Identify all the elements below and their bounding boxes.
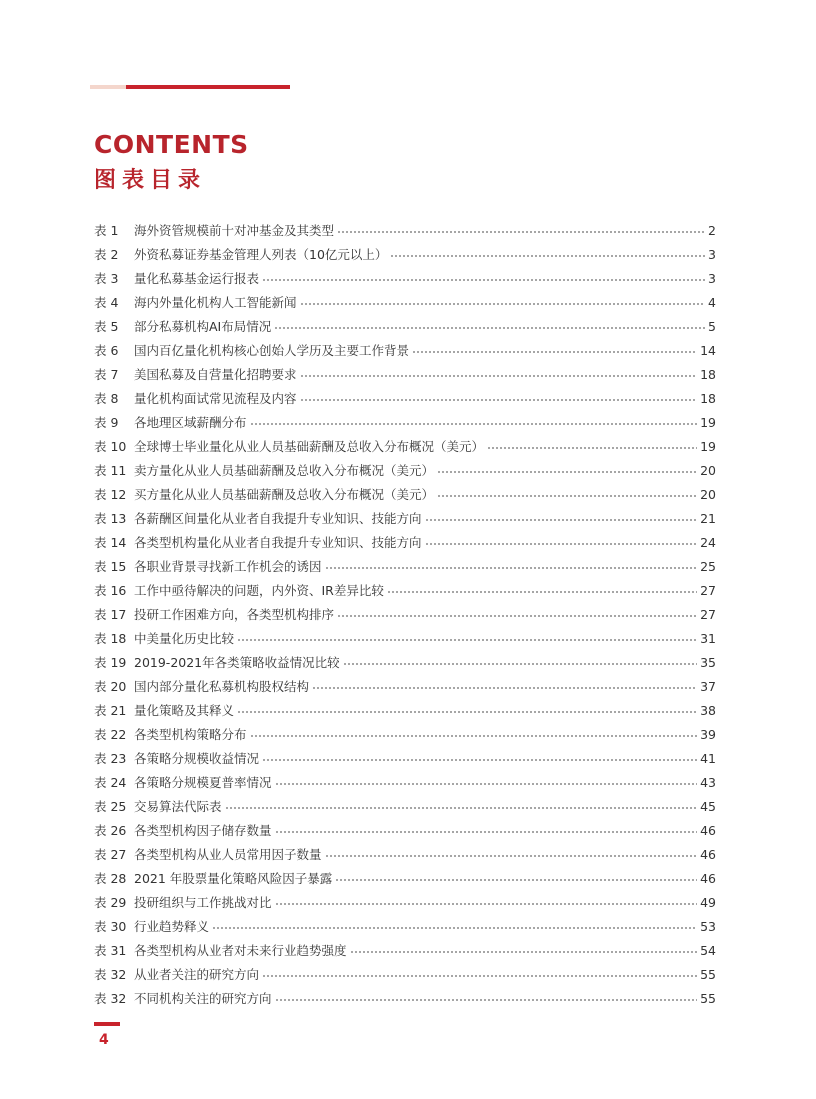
- toc-entry-leader: [437, 471, 697, 473]
- toc-entry-label: 表 30: [94, 919, 127, 934]
- toc-entry-label: 表 14: [94, 535, 127, 550]
- toc-entry-title: 海外资管规模前十对冲基金及其类型: [134, 223, 335, 238]
- toc-entry-page: 3: [708, 270, 716, 286]
- toc-entry[interactable]: [94, 794, 716, 818]
- toc-entry-title: 各类型机构从业人员常用因子数量: [134, 847, 322, 862]
- toc-entry-title: 美国私募及自营量化招聘要求: [134, 367, 297, 382]
- contents-title-cn: 图表目录: [94, 168, 207, 193]
- toc-entry-label: 表 26: [94, 823, 127, 838]
- toc-entry[interactable]: [94, 578, 716, 602]
- toc-entry-label: 表 25: [94, 799, 127, 814]
- toc-entry[interactable]: [94, 242, 716, 266]
- page-number: 4: [99, 1032, 109, 1048]
- toc-entry-page: 19: [700, 438, 716, 454]
- toc-entry-label: 表 23: [94, 751, 127, 766]
- toc-entry[interactable]: [94, 266, 716, 290]
- toc-entry-page: 14: [700, 342, 716, 358]
- toc-entry[interactable]: [94, 914, 716, 938]
- toc-entry-leader: [390, 255, 705, 257]
- toc-entry-label: 表 15: [94, 559, 127, 574]
- toc-entry-leader: [412, 351, 697, 353]
- toc-entry-label: 表 24: [94, 775, 127, 790]
- toc-entry-label: 表 11: [94, 463, 127, 478]
- toc-entry[interactable]: [94, 602, 716, 626]
- toc-entry-title: 量化机构面试常见流程及内容: [134, 391, 297, 406]
- toc-entry-label: 表 17: [94, 607, 127, 622]
- toc-entry-label: 表 31: [94, 943, 127, 958]
- toc-entry[interactable]: [94, 818, 716, 842]
- toc-entry-leader: [337, 231, 705, 233]
- toc-entry-label: 表 32: [94, 991, 127, 1006]
- toc-entry-page: 53: [700, 918, 716, 934]
- toc-entry-page: 20: [700, 486, 716, 502]
- toc-entry-label: 表 21: [94, 703, 127, 718]
- toc-entry-title: 2019-2021年各类策略收益情况比较: [134, 655, 340, 670]
- toc-entry-label: 表 20: [94, 679, 127, 694]
- toc-entry[interactable]: [94, 362, 716, 386]
- toc-entry-title: 全球博士毕业量化从业人员基础薪酬及总收入分布概况（美元）: [134, 439, 485, 454]
- toc-entry-page: 25: [700, 558, 716, 574]
- toc-entry-title: 投研组织与工作挑战对比: [134, 895, 272, 910]
- toc-entry-page: 49: [700, 894, 716, 910]
- toc-entry-page: 21: [700, 510, 716, 526]
- toc-entry-page: 18: [700, 390, 716, 406]
- toc-entry-label: 表 12: [94, 487, 127, 502]
- toc-entry-leader: [387, 591, 697, 593]
- toc-entry[interactable]: [94, 218, 716, 242]
- toc-entry[interactable]: [94, 386, 716, 410]
- toc-entry[interactable]: [94, 290, 716, 314]
- toc-entry-leader: [237, 639, 697, 641]
- toc-entry-page: 2: [708, 222, 716, 238]
- toc-entry[interactable]: [94, 554, 716, 578]
- toc-entry[interactable]: [94, 770, 716, 794]
- toc-entry-label: 表 13: [94, 511, 127, 526]
- toc-entry-leader: [275, 903, 698, 905]
- toc-entry-title: 量化私募基金运行报表: [134, 271, 260, 286]
- toc-entry-leader: [312, 687, 697, 689]
- toc-entry-title: 海内外量化机构人工智能新闻: [134, 295, 297, 310]
- toc-entry-leader: [250, 423, 698, 425]
- toc-entry-title: 各职业背景寻找新工作机会的诱因: [134, 559, 322, 574]
- toc-entry-page: 4: [708, 294, 716, 310]
- toc-entry-page: 24: [700, 534, 716, 550]
- toc-entry[interactable]: [94, 434, 716, 458]
- toc-entry-page: 3: [708, 246, 716, 262]
- toc-entry-label: 表 7: [94, 367, 119, 382]
- header-accent-bar-dark: [126, 85, 290, 89]
- toc-entry-title: 不同机构关注的研究方向: [134, 991, 272, 1006]
- toc-entry-leader: [350, 951, 698, 953]
- toc-entry-title: 买方量化从业人员基础薪酬及总收入分布概况（美元）: [134, 487, 435, 502]
- toc-entry[interactable]: [94, 338, 716, 362]
- toc-entry-label: 表 10: [94, 439, 127, 454]
- toc-entry-title: 2021 年股票量化策略风险因子暴露: [134, 871, 333, 886]
- toc-entry[interactable]: [94, 746, 716, 770]
- toc-entry-leader: [437, 495, 697, 497]
- toc-entry[interactable]: [94, 722, 716, 746]
- toc-entry-label: 表 19: [94, 655, 127, 670]
- toc-entry[interactable]: [94, 674, 716, 698]
- toc-entry-page: 45: [700, 798, 716, 814]
- toc-entry[interactable]: [94, 650, 716, 674]
- toc-entry-page: 27: [700, 582, 716, 598]
- toc-entry[interactable]: [94, 482, 716, 506]
- toc-entry-page: 41: [700, 750, 716, 766]
- toc-entry-label: 表 27: [94, 847, 127, 862]
- toc-entry-leader: [300, 399, 698, 401]
- toc-entry-leader: [262, 759, 697, 761]
- toc-entry-label: 表 22: [94, 727, 127, 742]
- contents-title-en: CONTENTS: [94, 130, 249, 159]
- toc-entry-leader: [275, 783, 698, 785]
- toc-entry-page: 46: [700, 822, 716, 838]
- toc-entry-title: 各薪酬区间量化从业者自我提升专业知识、技能方向: [134, 511, 422, 526]
- toc-entry[interactable]: [94, 962, 716, 986]
- toc-entry-leader: [300, 303, 706, 305]
- toc-entry-leader: [343, 663, 697, 665]
- toc-entry-title: 国内百亿量化机构核心创始人学历及主要工作背景: [134, 343, 410, 358]
- toc-entry-leader: [237, 711, 697, 713]
- toc-entry[interactable]: [94, 410, 716, 434]
- toc-entry-leader: [335, 879, 697, 881]
- toc-entry-page: 37: [700, 678, 716, 694]
- toc-entry-label: 表 32: [94, 967, 127, 982]
- toc-entry[interactable]: [94, 842, 716, 866]
- toc-entry-page: 46: [700, 846, 716, 862]
- toc-entry-title: 行业趋势释义: [134, 919, 210, 934]
- toc-entry-page: 55: [700, 990, 716, 1006]
- toc-entry-title: 中美量化历史比较: [134, 631, 235, 646]
- toc-entry[interactable]: [94, 698, 716, 722]
- toc-entry-leader: [275, 999, 698, 1001]
- toc-entry-leader: [262, 279, 705, 281]
- toc-entry[interactable]: [94, 938, 716, 962]
- toc-entry-leader: [325, 567, 698, 569]
- toc-entry-label: 表 18: [94, 631, 127, 646]
- toc-entry[interactable]: [94, 866, 716, 890]
- toc-entry-label: 表 2: [94, 247, 119, 262]
- toc-entry-label: 表 16: [94, 583, 127, 598]
- toc-entry-title: 各类型机构策略分布: [134, 727, 247, 742]
- toc-entry-leader: [275, 831, 698, 833]
- toc-entry-page: 19: [700, 414, 716, 430]
- toc-entry[interactable]: [94, 506, 716, 530]
- toc-entry-label: 表 28: [94, 871, 127, 886]
- toc-entry-page: 39: [700, 726, 716, 742]
- toc-entry-label: 表 29: [94, 895, 127, 910]
- toc-entry-leader: [325, 855, 698, 857]
- toc-entry-title: 国内部分量化私募机构股权结构: [134, 679, 310, 694]
- toc-entry-title: 从业者关注的研究方向: [134, 967, 260, 982]
- toc-entry-leader: [425, 543, 698, 545]
- header-accent-bar-light: [90, 85, 126, 89]
- toc-entry-label: 表 8: [94, 391, 119, 406]
- toc-entry-page: 46: [700, 870, 716, 886]
- toc-entry-label: 表 3: [94, 271, 119, 286]
- toc-entry-leader: [337, 615, 697, 617]
- toc-entry-title: 卖方量化从业人员基础薪酬及总收入分布概况（美元）: [134, 463, 435, 478]
- toc-entry-label: 表 6: [94, 343, 119, 358]
- toc-entry-title: 各类型机构从业者对未来行业趋势强度: [134, 943, 347, 958]
- toc-entry-title: 各策略分规模夏普率情况: [134, 775, 272, 790]
- toc-entry[interactable]: [94, 626, 716, 650]
- toc-entry-page: 54: [700, 942, 716, 958]
- toc-entry-page: 20: [700, 462, 716, 478]
- toc-entry-page: 43: [700, 774, 716, 790]
- toc-entry-page: 35: [700, 654, 716, 670]
- toc-entry-page: 38: [700, 702, 716, 718]
- toc-entry-title: 量化策略及其释义: [134, 703, 235, 718]
- toc-entry-label: 表 9: [94, 415, 119, 430]
- header-accent-bar: [90, 85, 290, 89]
- toc-entry-title: 工作中亟待解决的问题，内外资、IR差异比较: [134, 583, 384, 598]
- toc-entry-leader: [487, 447, 697, 449]
- toc-entry-leader: [212, 927, 697, 929]
- toc-entry[interactable]: [94, 530, 716, 554]
- toc-entry-page: 18: [700, 366, 716, 382]
- toc-entry-page: 5: [708, 318, 716, 334]
- toc-entry-label: 表 1: [94, 223, 119, 238]
- toc-entry-leader: [262, 975, 697, 977]
- toc-entry-title: 各策略分规模收益情况: [134, 751, 260, 766]
- toc-entry-title: 投研工作困难方向，各类型机构排序: [134, 607, 335, 622]
- toc-entry-title: 部分私募机构AI布局情况: [134, 319, 272, 334]
- toc-entry-page: 27: [700, 606, 716, 622]
- toc-entry-leader: [274, 327, 705, 329]
- toc-entry-title: 各类型机构量化从业者自我提升专业知识、技能方向: [134, 535, 422, 550]
- toc-entry-leader: [250, 735, 698, 737]
- toc-entry[interactable]: [94, 890, 716, 914]
- table-of-contents: [94, 218, 716, 1010]
- toc-entry-label: 表 5: [94, 319, 119, 334]
- toc-entry-title: 交易算法代际表: [134, 799, 222, 814]
- toc-entry-page: 31: [700, 630, 716, 646]
- toc-entry[interactable]: [94, 986, 716, 1010]
- toc-entry-title: 各类型机构因子储存数量: [134, 823, 272, 838]
- toc-entry[interactable]: [94, 458, 716, 482]
- toc-entry-title: 外资私募证券基金管理人列表（10亿元以上）: [134, 247, 388, 262]
- footer-accent-bar: [94, 1022, 120, 1026]
- toc-entry-leader: [425, 519, 698, 521]
- toc-entry-label: 表 4: [94, 295, 119, 310]
- toc-entry-title: 各地理区域薪酬分布: [134, 415, 247, 430]
- toc-entry-page: 55: [700, 966, 716, 982]
- toc-entry-leader: [300, 375, 698, 377]
- toc-entry[interactable]: [94, 314, 716, 338]
- toc-entry-leader: [225, 807, 698, 809]
